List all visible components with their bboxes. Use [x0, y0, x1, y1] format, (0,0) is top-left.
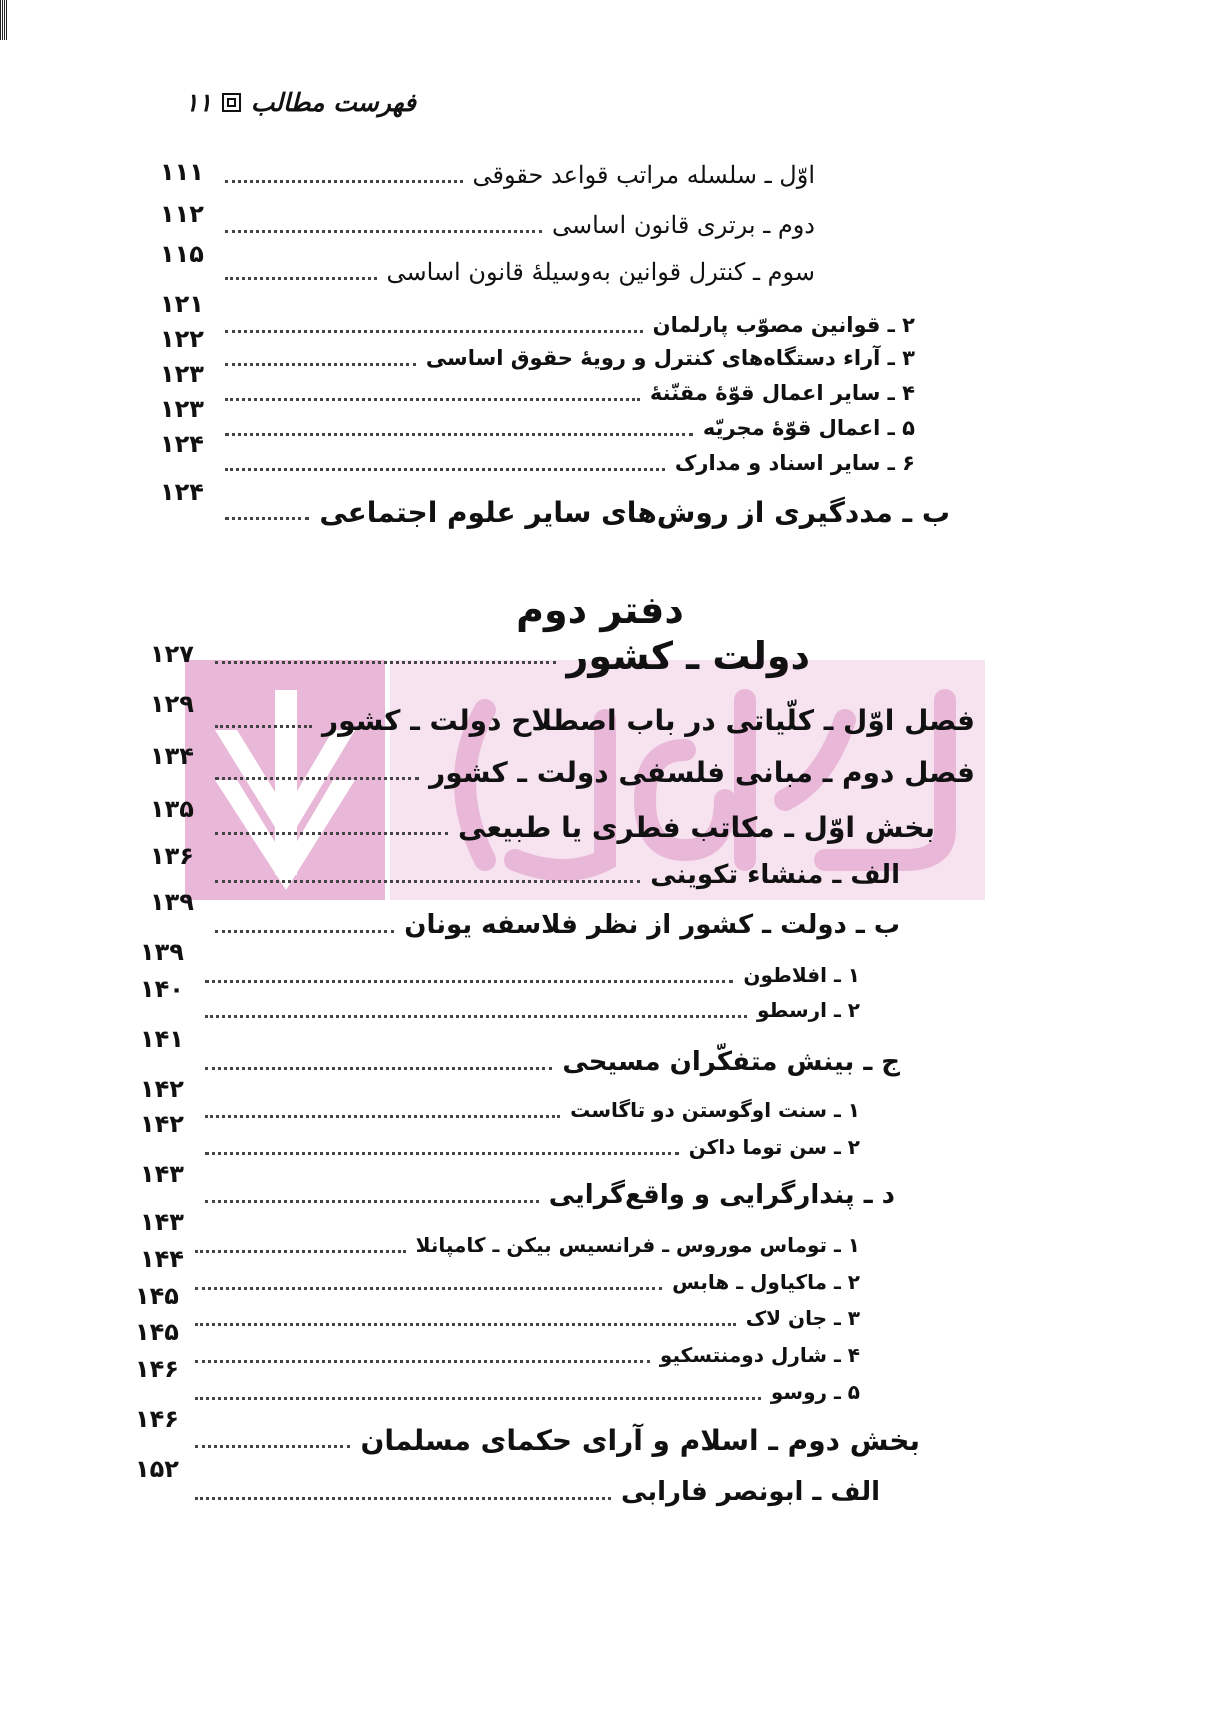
toc-entry	[195, 990, 860, 1030]
toc-page-number: ۱۱۱	[160, 158, 204, 186]
leader-dots	[205, 1067, 552, 1070]
toc-page-number: ۱۴۵	[135, 1282, 179, 1310]
leader-dots	[195, 1287, 662, 1290]
toc-entry-title: فصل دوم ـ مبانی فلسفی دولت ـ کشور	[429, 755, 975, 789]
toc-page-number: ۱۴۶	[135, 1405, 179, 1433]
toc-entry	[185, 1262, 860, 1302]
leader-dots	[225, 433, 693, 436]
leader-dots	[215, 725, 312, 728]
toc-entry	[185, 1225, 860, 1265]
toc-page-number: ۱۲۳	[160, 395, 204, 423]
toc-entry	[205, 855, 900, 895]
toc-page-number: ۱۴۵	[135, 1318, 179, 1346]
leader-dots	[225, 277, 377, 280]
toc-entry-title: ۲ ـ قوانین مصوّب پارلمان	[652, 313, 915, 337]
toc-entry	[215, 155, 815, 195]
toc-page-number: ۱۳۶	[150, 842, 194, 870]
toc-page-number: ۱۴۰	[140, 975, 184, 1003]
toc-entry-title: ۶ ـ سایر اسناد و مدارک	[674, 451, 915, 475]
toc-page-number: ۱۲۴	[160, 430, 204, 458]
leader-dots	[215, 777, 419, 780]
toc-entry	[195, 1127, 860, 1167]
leader-dots	[195, 1497, 611, 1500]
toc-page-number: ۱۳۹	[150, 888, 194, 916]
toc-entry-title: ۱ ـ سنت اوگوستن دو تاگاست	[570, 1098, 860, 1122]
toc-entry	[205, 700, 975, 740]
leader-dots	[195, 1250, 406, 1253]
toc-entry-title: بخش اوّل ـ مکاتب فطری یا طبیعی	[458, 810, 935, 844]
toc-entry-title: سوم ـ کنترل قوانین به‌وسیلهٔ قانون اساسی	[386, 258, 815, 286]
leader-dots	[205, 1015, 747, 1018]
square-ornament-icon	[222, 93, 241, 112]
leader-dots	[195, 1360, 650, 1363]
toc-page-number: ۱۴۲	[140, 1075, 184, 1103]
leader-dots	[205, 1200, 539, 1203]
leader-dots	[205, 1115, 560, 1118]
leader-dots	[225, 180, 463, 183]
running-header	[185, 88, 416, 117]
leader-dots	[225, 230, 542, 233]
toc-entry	[215, 205, 815, 245]
leader-dots	[205, 980, 733, 983]
toc-page-number: ۱۴۱	[140, 1025, 184, 1053]
toc-page-number: ۱۲۹	[150, 690, 194, 718]
toc-entry-title: ۲ ـ ماکیاول ـ هابس	[672, 1270, 860, 1294]
toc-page-number: ۱۳۵	[150, 795, 194, 823]
toc-entry-title: الف ـ منشاء تکوینی	[650, 860, 900, 890]
toc-page-number: ۱۳۴	[150, 742, 194, 770]
part-heading: دفتر دوم	[516, 588, 684, 632]
toc-entry	[185, 1335, 860, 1375]
header-title: فهرست مطالب	[250, 88, 417, 117]
toc-entry	[195, 1090, 860, 1130]
toc-entry	[215, 408, 915, 448]
toc-entry-title: ج ـ بینش متفکّران مسیحی	[562, 1047, 900, 1077]
toc-entry	[205, 807, 935, 847]
toc-page-number: ۱۱۲	[160, 200, 204, 228]
leader-dots	[225, 398, 640, 401]
toc-entry-title: ۲ ـ سن توما داکن	[688, 1135, 860, 1159]
toc-entry	[185, 1472, 880, 1512]
toc-entry	[185, 1372, 860, 1412]
toc-entry	[195, 1175, 895, 1215]
toc-page-number: ۱۲۷	[150, 640, 194, 668]
toc-page-number: ۱۵۲	[135, 1455, 179, 1483]
toc-page-number: ۱۴۳	[140, 1160, 184, 1188]
leader-dots	[215, 832, 448, 835]
toc-entry	[215, 373, 915, 413]
toc-entry	[215, 252, 815, 292]
leader-dots	[215, 930, 394, 933]
leader-dots	[225, 468, 665, 471]
toc-entry	[205, 752, 975, 792]
toc-page-number: ۱۳۹	[140, 938, 184, 966]
toc-entry-title: ۱ ـ افلاطون	[743, 963, 860, 987]
toc-entry-title: فصل اوّل ـ کلّیاتی در باب اصطلاح دولت ـ کشور	[322, 703, 975, 737]
leader-dots	[195, 1445, 350, 1448]
toc-page-number: ۱۲۴	[160, 478, 204, 506]
leader-dots	[225, 517, 309, 520]
leader-dots	[195, 1323, 736, 1326]
leader-dots	[225, 330, 643, 333]
toc-entry	[185, 1420, 920, 1460]
toc-entry-title: د ـ پندارگرایی و واقع‌گرایی	[548, 1180, 895, 1210]
toc-entry	[215, 443, 915, 483]
part-subtitle-entry	[205, 636, 810, 676]
toc-page-number: ۱۴۴	[140, 1245, 184, 1273]
toc-entry-title: اوّل ـ سلسله مراتب قواعد حقوقی	[472, 161, 815, 189]
toc-entry-title: بخش دوم ـ اسلام و آرای حکمای مسلمان	[360, 1423, 920, 1457]
toc-entry-title: ۴ ـ شارل دومنتسکیو	[659, 1343, 860, 1367]
toc-page-number: ۱۲۱	[160, 290, 204, 318]
leader-dots	[195, 1397, 761, 1400]
toc-entry-title: ۲ ـ ارسطو	[756, 998, 860, 1022]
scan-edge-mark	[0, 0, 8, 40]
leader-dots	[205, 1152, 679, 1155]
toc-entry	[185, 1298, 860, 1338]
leader-dots	[215, 661, 556, 664]
toc-entry-title: دوم ـ برتری قانون اساسی	[551, 211, 815, 239]
toc-entry-title: ۵ ـ روسو	[770, 1380, 860, 1404]
toc-page-number: ۱۴۳	[140, 1208, 184, 1236]
part-subtitle: دولت ـ کشور	[566, 634, 810, 678]
toc-entry-title: ۳ ـ آراء دستگاه‌های کنترل و رویهٔ حقوق اساسی	[425, 346, 915, 370]
toc-entry-title: ۴ ـ سایر اعمال قوّهٔ مقنّنهٔ	[649, 381, 915, 405]
leader-dots	[225, 363, 416, 366]
toc-page-number: ۱۱۵	[160, 240, 204, 268]
toc-entry	[195, 955, 860, 995]
toc-entry	[205, 905, 900, 945]
toc-page-number: ۱۲۲	[160, 325, 204, 353]
toc-entry-title: ب ـ دولت ـ کشور از نظر فلاسفه یونان	[404, 910, 900, 940]
toc-page-number: ۱۲۳	[160, 360, 204, 388]
toc-entry	[215, 338, 915, 378]
toc-entry-title: ب ـ مددگیری از روش‌های سایر علوم اجتماعی	[319, 495, 950, 529]
toc-entry	[215, 492, 950, 532]
toc-entry-title: ۱ ـ توماس موروس ـ فرانسیس بیکن ـ کامپانلا	[415, 1233, 860, 1257]
header-page-number: ۱۱	[185, 88, 212, 117]
toc-entry-title: ۵ ـ اعمال قوّهٔ مجریّه	[702, 416, 915, 440]
leader-dots	[215, 880, 640, 883]
toc-entry-title: الف ـ ابونصر فارابی	[621, 1477, 880, 1507]
toc-entry-title: ۳ ـ جان لاک	[745, 1306, 860, 1330]
toc-page-number: ۱۴۲	[140, 1110, 184, 1138]
toc-page-number: ۱۴۶	[135, 1355, 179, 1383]
toc-entry	[195, 1042, 900, 1082]
